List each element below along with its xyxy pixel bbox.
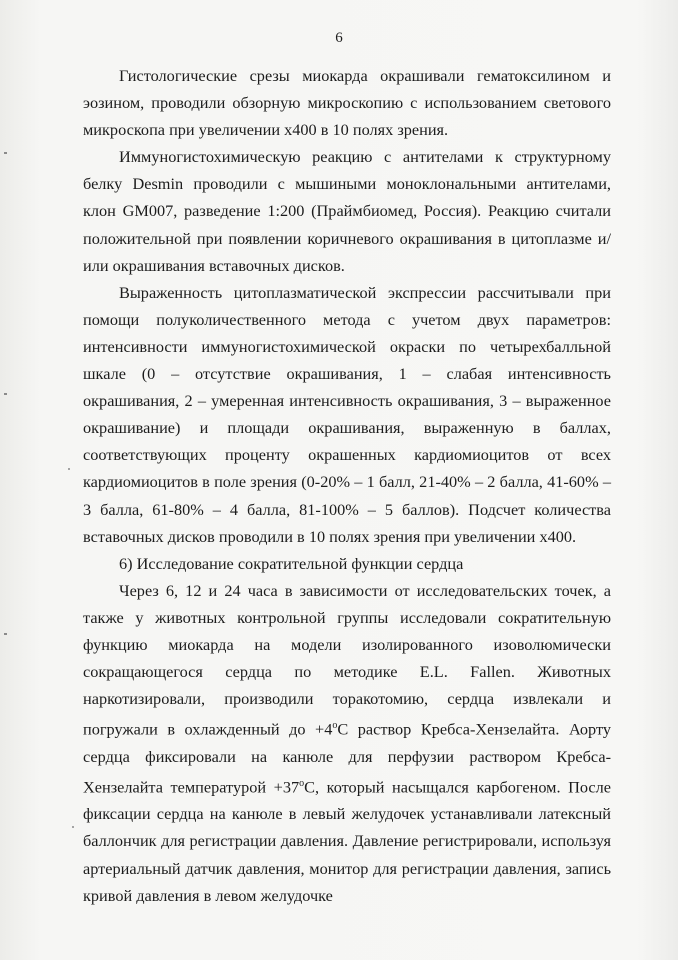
scan-mark <box>68 468 70 470</box>
scan-mark <box>4 633 7 635</box>
paragraph-text-part: Через 6, 12 и 24 часа в зависимости от исследовательских точек, а также у животных контрольной группы исследовали сократительную функцию миокарда на модели изолированного изоволюмически сокращающегося сердца по методике E.L. Fallen. Животных наркотизировали, производили торакотомию, сердца извлекали и погружали в охлажденный до +4 <box>83 580 611 739</box>
paragraph-histology: Гистологические срезы миокарда окрашивали гематоксилином и эозином, проводили обзорную микроскопию с использованием светового микроскопа при увеличении х400 в 10 полях зрения. <box>83 66 611 140</box>
paragraph-text-part: С, который насыщался карбогеном. После фиксации сердца на канюле в левый желудочек устанавливали латексный баллончик для регистрации давления. Давление регистрировали, используя артериальный датчик давления, монитор для регистрации давления, запись кривой давления в левом желудочке <box>83 777 611 905</box>
paragraph-text-part: С раствор Кребса-Хензелайта. Аорту сердца фиксировали на канюле для перфузии раствором Кребса-Хензелайта температурой +37 <box>83 719 611 797</box>
document-body <box>83 62 611 909</box>
paragraph-immunohistochemistry: Иммуногистохимическую реакцию с антителами к структурному белку Desmin проводили с мышиными моноклональными антителами, клон GM007, разведение 1:200 (Праймбиомед, Россия). Реакцию считали положительной при появлении коричневого окрашивания в цитоплазме и/или окрашивания вставочных дисков. <box>83 147 611 275</box>
paragraph-contractile-function <box>83 577 611 909</box>
paragraph-expression-scoring: Выраженность цитоплазматической экспрессии рассчитывали при помощи полуколичественного метода с учетом двух параметров: интенсивности иммуногистохимической окраски по четырехбалльной шкале (0 – отсутствие окрашивания, 1 – слабая интенсивность окрашивания, 2 – умеренная интенсивность окрашивания, 3 – выраженное окрашивание) и площади окрашивания, выраженную в баллах, соответствующих проценту окрашенных кардиомиоцитов от всех кардиомиоцитов в поле зрения (0-20% – 1 балл, 21-40% – 2 балла, 41-60% – 3 балла, 61-80% – 4 балла, 81-100% – 5 баллов). Подсчет количества вставочных дисков проводили в 10 полях зрения при увеличении х400. <box>83 282 611 546</box>
section-heading: 6) Исследование сократительной функции сердца <box>119 553 464 573</box>
scan-mark <box>72 826 74 828</box>
degree-sign: o <box>332 720 338 732</box>
degree-sign: o <box>299 777 305 789</box>
scan-mark <box>4 393 7 395</box>
scan-mark <box>4 152 7 154</box>
page-number: 6 <box>335 30 343 46</box>
